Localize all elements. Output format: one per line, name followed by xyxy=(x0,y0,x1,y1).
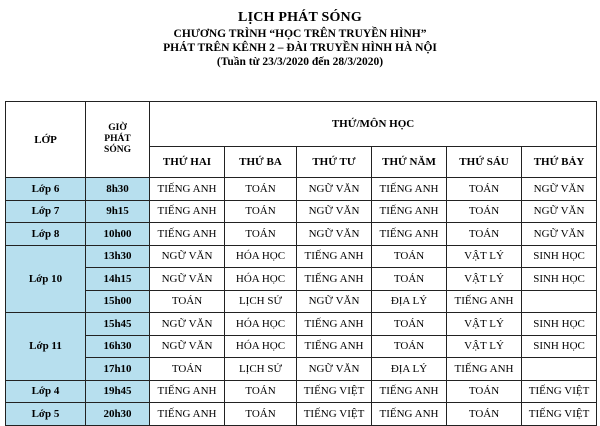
subject-cell: TIẾNG ANH xyxy=(447,290,522,313)
subject-cell: TOÁN xyxy=(372,268,447,291)
subject-cell: TIẾNG ANH xyxy=(150,380,225,403)
class-cell: Lớp 10 xyxy=(6,245,86,313)
schedule-header xyxy=(0,0,600,69)
table-row xyxy=(6,358,597,381)
subject-cell: TIẾNG ANH xyxy=(372,200,447,223)
subject-cell: LỊCH SỬ xyxy=(225,290,297,313)
subject-cell: TIẾNG ANH xyxy=(150,200,225,223)
subject-cell: VẬT LÝ xyxy=(447,313,522,336)
subjects-column-header: THỨ/MÔN HỌC xyxy=(150,102,597,147)
time-cell: 8h30 xyxy=(86,178,150,201)
time-column-header: GIỜ PHÁT SÓNG xyxy=(86,102,150,178)
table-row xyxy=(6,335,597,358)
subject-cell: TOÁN xyxy=(447,223,522,246)
subject-cell: TOÁN xyxy=(225,223,297,246)
class-cell: Lớp 11 xyxy=(6,313,86,381)
table-row xyxy=(6,403,597,426)
subject-cell: SINH HỌC xyxy=(522,268,597,291)
subject-cell: TIẾNG ANH xyxy=(372,178,447,201)
subject-cell xyxy=(522,358,597,381)
subject-cell: TIẾNG ANH xyxy=(447,358,522,381)
subject-cell: VẬT LÝ xyxy=(447,245,522,268)
time-cell: 9h15 xyxy=(86,200,150,223)
subject-cell: NGỮ VĂN xyxy=(297,178,372,201)
subject-cell: NGỮ VĂN xyxy=(150,313,225,336)
table-row xyxy=(6,380,597,403)
subject-cell: TOÁN xyxy=(225,403,297,426)
table-row xyxy=(6,245,597,268)
time-cell: 15h00 xyxy=(86,290,150,313)
class-cell: Lớp 8 xyxy=(6,223,86,246)
subject-cell: TOÁN xyxy=(150,290,225,313)
table-row xyxy=(6,268,597,291)
subject-cell: ĐỊA LÝ xyxy=(372,290,447,313)
subject-cell: HÓA HỌC xyxy=(225,268,297,291)
schedule-title: LỊCH PHÁT SÓNG xyxy=(238,10,362,25)
class-cell: Lớp 5 xyxy=(6,403,86,426)
time-cell: 13h30 xyxy=(86,245,150,268)
subject-cell: ĐỊA LÝ xyxy=(372,358,447,381)
day-header: THỨ TƯ xyxy=(297,147,372,178)
table-row xyxy=(6,290,597,313)
subject-cell: TOÁN xyxy=(447,380,522,403)
table-row xyxy=(6,178,597,201)
subject-cell: SINH HỌC xyxy=(522,313,597,336)
subject-cell: HÓA HỌC xyxy=(225,335,297,358)
subject-cell: TIẾNG VIỆT xyxy=(297,380,372,403)
subject-cell: TOÁN xyxy=(225,178,297,201)
class-column-header: LỚP xyxy=(6,102,86,178)
subject-cell: TIẾNG ANH xyxy=(150,223,225,246)
day-header: THỨ BA xyxy=(225,147,297,178)
day-header: THỨ HAI xyxy=(150,147,225,178)
schedule-table-wrapper xyxy=(5,101,597,426)
subject-cell: TIẾNG ANH xyxy=(297,268,372,291)
subject-cell: HÓA HỌC xyxy=(225,245,297,268)
class-cell: Lớp 6 xyxy=(6,178,86,201)
table-row xyxy=(6,313,597,336)
time-cell: 16h30 xyxy=(86,335,150,358)
subject-cell: VẬT LÝ xyxy=(447,335,522,358)
subject-cell: SINH HỌC xyxy=(522,245,597,268)
subject-cell: TIẾNG ANH xyxy=(372,380,447,403)
subject-cell: TOÁN xyxy=(447,403,522,426)
subject-cell xyxy=(522,290,597,313)
subject-cell: TOÁN xyxy=(447,200,522,223)
subject-cell: NGỮ VĂN xyxy=(522,178,597,201)
subject-cell: TIẾNG ANH xyxy=(372,403,447,426)
subject-cell: TIẾNG ANH xyxy=(297,313,372,336)
day-header: THỨ BẢY xyxy=(522,147,597,178)
subject-cell: HÓA HỌC xyxy=(225,313,297,336)
subject-cell: NGỮ VĂN xyxy=(297,358,372,381)
subject-cell: TOÁN xyxy=(225,200,297,223)
subject-cell: TOÁN xyxy=(372,245,447,268)
subject-cell: VẬT LÝ xyxy=(447,268,522,291)
day-header: THỨ SÁU xyxy=(447,147,522,178)
time-cell: 15h45 xyxy=(86,313,150,336)
subject-cell: TIẾNG ANH xyxy=(372,223,447,246)
time-cell: 10h00 xyxy=(86,223,150,246)
time-cell: 19h45 xyxy=(86,380,150,403)
week-range: (Tuần từ 23/3/2020 đến 28/3/2020) xyxy=(216,56,384,68)
subject-cell: TIẾNG ANH xyxy=(297,245,372,268)
subject-cell: TOÁN xyxy=(372,313,447,336)
subject-cell: TOÁN xyxy=(447,178,522,201)
time-cell: 20h30 xyxy=(86,403,150,426)
class-cell: Lớp 7 xyxy=(6,200,86,223)
time-cell: 14h15 xyxy=(86,268,150,291)
table-row xyxy=(6,223,597,246)
subject-cell: NGỮ VĂN xyxy=(297,200,372,223)
class-cell: Lớp 4 xyxy=(6,380,86,403)
subject-cell: TIẾNG ANH xyxy=(297,335,372,358)
table-row xyxy=(6,200,597,223)
subject-cell: TIẾNG VIỆT xyxy=(522,380,597,403)
subject-cell: TIẾNG ANH xyxy=(150,178,225,201)
subject-cell: NGỮ VĂN xyxy=(150,245,225,268)
subject-cell: NGỮ VĂN xyxy=(522,223,597,246)
subject-cell: TOÁN xyxy=(150,358,225,381)
subject-cell: NGỮ VĂN xyxy=(150,268,225,291)
program-name: CHƯƠNG TRÌNH “HỌC TRÊN TRUYỀN HÌNH” xyxy=(173,28,427,40)
schedule-table xyxy=(5,101,597,426)
time-cell: 17h10 xyxy=(86,358,150,381)
subject-cell: NGỮ VĂN xyxy=(297,290,372,313)
subject-cell: TIẾNG VIỆT xyxy=(297,403,372,426)
subject-cell: LỊCH SỬ xyxy=(225,358,297,381)
day-header: THỨ NĂM xyxy=(372,147,447,178)
subject-cell: TIẾNG VIỆT xyxy=(522,403,597,426)
subject-cell: NGỮ VĂN xyxy=(522,200,597,223)
subject-cell: SINH HỌC xyxy=(522,335,597,358)
subject-cell: TIẾNG ANH xyxy=(150,403,225,426)
subject-cell: NGỮ VĂN xyxy=(297,223,372,246)
subject-cell: TOÁN xyxy=(225,380,297,403)
schedule-body xyxy=(6,178,597,426)
channel-info: PHÁT TRÊN KÊNH 2 – ĐÀI TRUYỀN HÌNH HÀ NỘI xyxy=(163,42,437,54)
subject-cell: TOÁN xyxy=(372,335,447,358)
subject-cell: NGỮ VĂN xyxy=(150,335,225,358)
